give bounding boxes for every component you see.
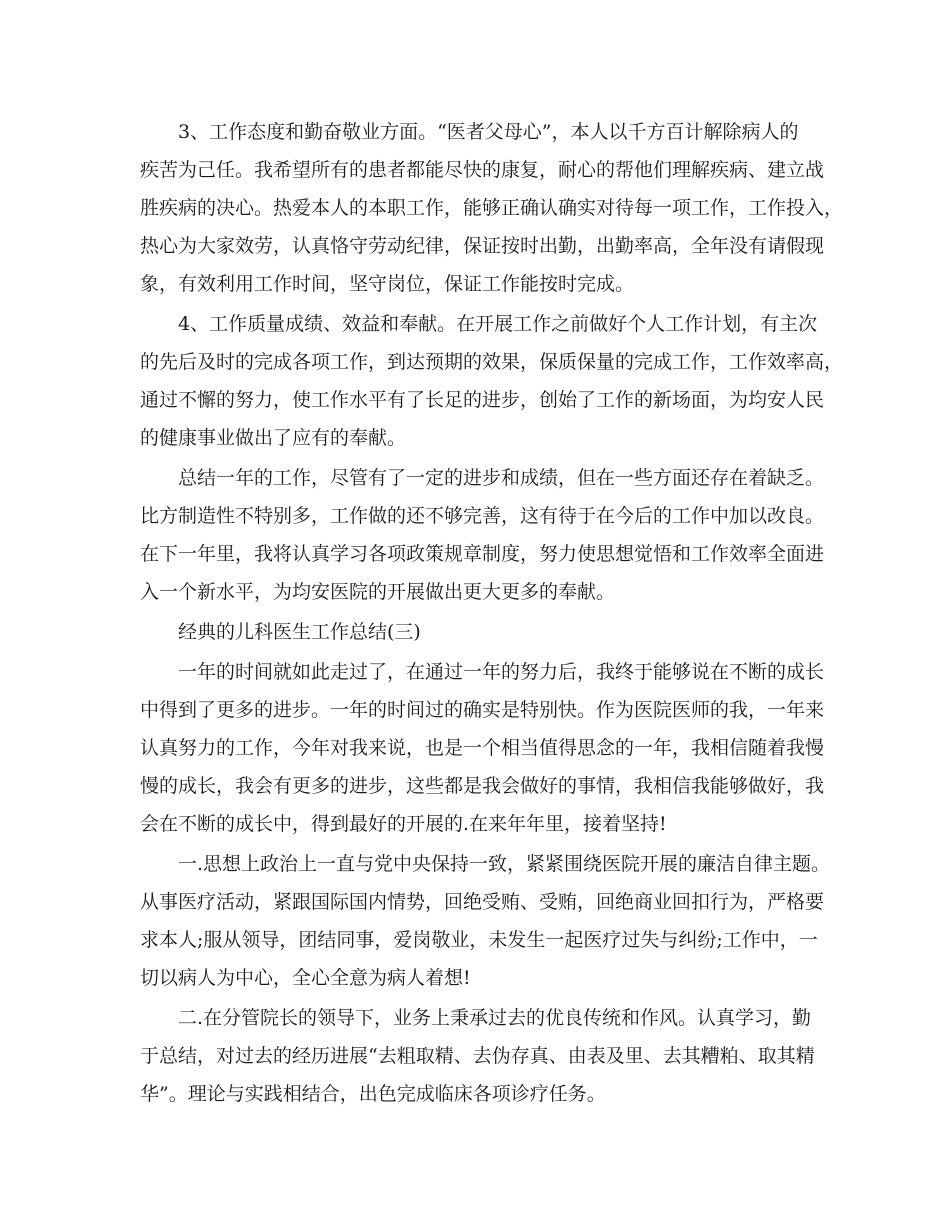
text-line: 中得到了更多的进步。一年的时间过的确实是特别快。作为医院医师的我，一年来 bbox=[140, 699, 825, 721]
text-line: 在下一年里，我将认真学习各项政策规章制度，努力使思想觉悟和工作效率全面进 bbox=[140, 543, 825, 565]
text-line: 切以病人为中心，全心全意为病人着想! bbox=[140, 967, 471, 989]
text-line: 一年的时间就如此走过了，在通过一年的努力后，我终于能够说在不断的成长 bbox=[178, 661, 825, 683]
paragraph-work-quality bbox=[140, 305, 844, 457]
document-body bbox=[140, 113, 844, 1115]
text-line: 二.在分管院长的领导下，业务上秉承过去的优良传统和作风。认真学习，勤 bbox=[178, 1007, 812, 1029]
text-line: 的先后及时的完成各项工作，到达预期的效果，保质保量的完成工作，工作效率高， bbox=[140, 351, 844, 373]
text-line: 认真努力的工作，今年对我来说，也是一个相当值得思念的一年，我相信随着我慢 bbox=[140, 737, 825, 759]
text-line: 比方制造性不特别多，工作做的还不够完善，这有待于在今后的工作中加以改良。 bbox=[140, 505, 825, 527]
text-line: 华”。理论与实践相结合，出色完成临床各项诊疗任务。 bbox=[140, 1083, 606, 1105]
paragraph-item-one bbox=[140, 845, 830, 997]
text-line: 入一个新水平，为均安医院的开展做出更大更多的奉献。 bbox=[140, 581, 616, 603]
paragraph-summary bbox=[140, 459, 830, 611]
text-line: 总结一年的工作，尽管有了一定的进步和成绩，但在一些方面还存在着缺乏。 bbox=[178, 467, 825, 489]
text-line: 热心为大家效劳，认真恪守劳动纪律，保证按时出勤，出勤率高，全年没有请假现 bbox=[140, 235, 825, 257]
text-line: 于总结，对过去的经历进展“去粗取精、去伪存真、由表及里、去其糟粕、取其精 bbox=[140, 1045, 815, 1067]
paragraph-year-review bbox=[140, 653, 830, 843]
text-line: 通过不懈的努力，使工作水平有了长足的进步，创始了工作的新场面，为均安人民 bbox=[140, 389, 825, 411]
section-title: 经典的儿科医生工作总结(三) bbox=[178, 621, 421, 643]
text-line: 4、工作质量成绩、效益和奉献。在开展工作之前做好个人工作计划，有主次 bbox=[178, 313, 818, 335]
text-line: 求本人;服从领导，团结同事，爱岗敬业，未发生一起医疗过失与纠纷;工作中，一 bbox=[140, 929, 818, 951]
text-line: 3、工作态度和勤奋敬业方面。“医者父母心”，本人以千方百计解除病人的 bbox=[178, 121, 799, 143]
text-line: 一.思想上政治上一直与党中央保持一致，紧紧围绕医院开展的廉洁自律主题。 bbox=[178, 853, 831, 875]
text-line: 胜疾病的决心。热爱本人的本职工作，能够正确认确实对待每一项工作，工作投入， bbox=[140, 197, 844, 219]
text-line: 会在不断的成长中，得到最好的开展的.在来年年里，接着坚持! bbox=[140, 813, 667, 835]
paragraph-item-two bbox=[140, 999, 830, 1113]
text-line: 从事医疗活动，紧跟国际国内情势，回绝受贿、受贿，回绝商业回扣行为，严格要 bbox=[140, 891, 825, 913]
text-line: 疾苦为己任。我希望所有的患者都能尽快的康复，耐心的帮他们理解疾病、建立战 bbox=[140, 159, 825, 181]
text-line: 象，有效利用工作时间，坚守岗位，保证工作能按时完成。 bbox=[140, 273, 635, 295]
paragraph-work-attitude bbox=[140, 113, 844, 303]
section-heading bbox=[140, 613, 830, 651]
text-line: 的健康事业做出了应有的奉献。 bbox=[140, 427, 407, 449]
text-line: 慢的成长，我会有更多的进步，这些都是我会做好的事情，我相信我能够做好，我 bbox=[140, 775, 825, 797]
